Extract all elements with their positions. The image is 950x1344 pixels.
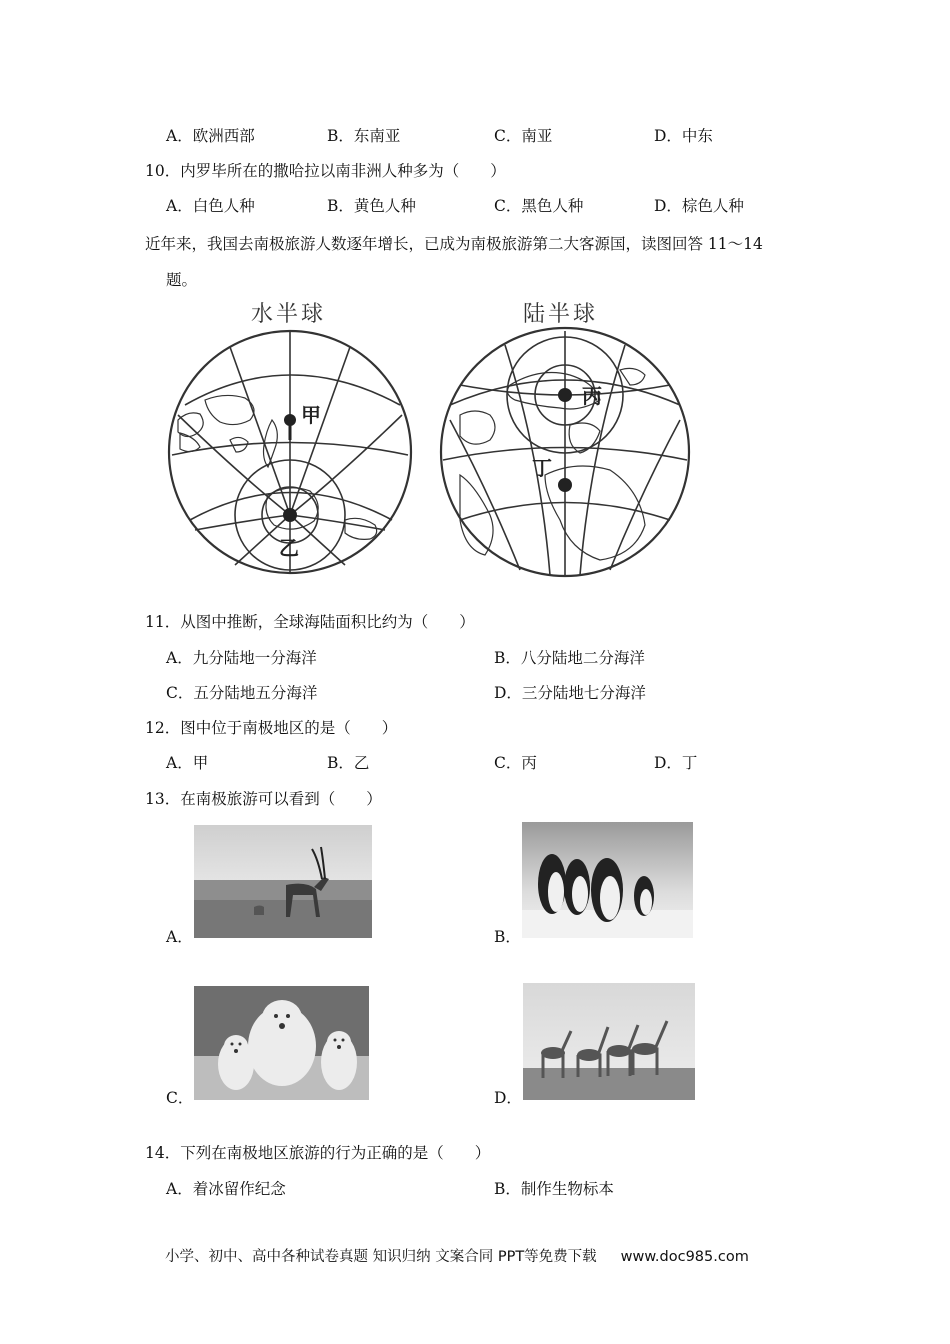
q13-option-a-label: A．: [166, 928, 193, 946]
q9-option-c: C．南亚: [494, 127, 553, 145]
land-hemisphere-title: 陆半球: [523, 302, 599, 327]
antelope-photo: [194, 825, 372, 938]
q12-option-a: A．甲: [166, 754, 209, 772]
intro-line-2: 题。: [166, 271, 198, 289]
label-ding: 丁: [532, 456, 552, 480]
q12-stem: 12．图中位于南极地区的是（ ）: [145, 719, 398, 737]
q10-option-a: A．白色人种: [166, 197, 255, 215]
water-hemisphere-title: 水半球: [251, 302, 327, 327]
q11-option-d: D．三分陆地七分海洋: [494, 684, 646, 702]
q13-option-d-label: D．: [494, 1089, 522, 1107]
q11-stem: 11．从图中推断，全球海陆面积比约为（ ）: [145, 613, 475, 631]
q14-option-b: B．制作生物标本: [494, 1180, 614, 1198]
footer-text: 小学、初中、高中各种试卷真题 知识归纳 文案合同 PPT等免费下载: [165, 1249, 597, 1265]
label-jia: 甲: [301, 403, 321, 427]
point-yi-marker: [283, 508, 297, 522]
page-footer: [165, 1245, 749, 1266]
point-ding-marker: [558, 478, 572, 492]
q10-option-b: B．黄色人种: [327, 197, 416, 215]
penguins-photo: [522, 822, 693, 938]
q9-option-d: D．中东: [654, 127, 713, 145]
hemisphere-figure: [160, 325, 700, 585]
q9-option-a: A．欧洲西部: [166, 127, 255, 145]
q9-option-b: B．东南亚: [327, 127, 401, 145]
q14-option-a: A．着冰留作纪念: [166, 1180, 286, 1198]
q11-option-c: C．五分陆地五分海洋: [166, 684, 318, 702]
q10-stem: 10．内罗毕所在的撒哈拉以南非洲人种多为（ ）: [145, 162, 506, 180]
intro-line-1: 近年来，我国去南极旅游人数逐年增长，已成为南极旅游第二大客源国，读图回答 11～14: [145, 235, 763, 253]
footer-site-link[interactable]: www.doc985.com: [620, 1249, 749, 1265]
q11-option-b: B．八分陆地二分海洋: [494, 649, 645, 667]
label-yi: 乙: [279, 536, 299, 560]
point-bing-marker: [558, 388, 572, 402]
q14-stem: 14．下列在南极地区旅游的行为正确的是（ ）: [145, 1144, 491, 1162]
polar-bears-photo: [194, 986, 369, 1100]
giraffes-photo: [523, 983, 695, 1100]
label-bing: 丙: [582, 384, 602, 408]
q13-stem: 13．在南极旅游可以看到（ ）: [145, 790, 382, 808]
q12-option-c: C．丙: [494, 754, 537, 772]
q10-option-c: C．黑色人种: [494, 197, 584, 215]
q12-option-b: B．乙: [327, 754, 370, 772]
land-hemisphere-map: [441, 328, 689, 576]
q13-option-b-label: B．: [494, 928, 521, 946]
q12-option-d: D．丁: [654, 754, 698, 772]
q13-option-c-label: C．: [166, 1089, 194, 1107]
q10-option-d: D．棕色人种: [654, 197, 744, 215]
q11-option-a: A．九分陆地一分海洋: [166, 649, 317, 667]
